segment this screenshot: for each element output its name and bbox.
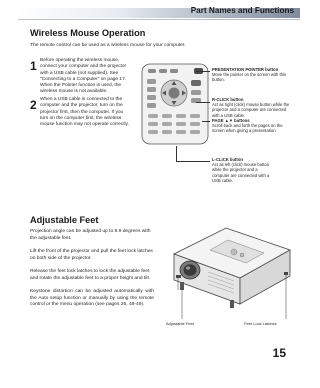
remote-control-illustration [140,62,210,146]
callout-text: Scroll back and forth the pages on the screen when giving a presentation. [212,123,283,134]
section-title-feet: Adjustable Feet [30,215,99,225]
step-2-number: 2 [30,98,37,112]
lclick-leader-h [176,161,210,162]
callout-text: Act as left (click) mouse button while the projector and a computer are connected with a USB cable. [212,162,270,183]
lclick-leader-v [176,146,177,161]
header-title: Part Names and Functions [190,6,294,15]
step-1-number: 1 [30,59,37,73]
header-rule [18,19,300,20]
callout-title: R-CLICK button [212,97,244,102]
feet-paragraph-4: Keystone distortion can be adjusted automatically with the Auto setup function or manually by using the remote control or the menu operation (see pages 26, 48-49). [30,289,154,308]
callout-l-click [212,157,274,183]
callout-presentation-pointer [212,67,294,83]
callout-text: Move the pointer on the screen with this button. [212,72,287,83]
rclick-leader [196,102,210,103]
page-number: 15 [272,346,286,360]
feet-paragraph-3: Release the feet lock latches to lock the adjustable feet and rotate the adjustable feet to a proper height and tilt. [30,269,151,281]
page-leader [202,121,210,122]
projector-illustration [168,220,294,330]
wireless-intro: The remote control can be used as a wireless mouse for your computer. [30,43,186,48]
callout-r-click [212,97,294,118]
callout-title: PRESENTATION POINTER button [212,67,279,72]
label-feet-lock-latches: Feet Lock Latches [244,321,277,326]
feet-paragraph-2: Lift the front of the projector and pull the feet lock latches on both side of the projector. [30,249,153,261]
callout-title: L-CLICK button [212,157,243,162]
section-title-wireless: Wireless Mouse Operation [30,28,146,38]
callout-title: PAGE ▲▼ buttons [212,118,250,123]
callout-text: Act as right (click) mouse button while the projector and a computer are connected with a USB cable. [212,102,290,118]
callout-page-buttons [212,118,294,134]
label-adjustable-feet: Adjustable Feet [166,321,194,326]
step-2-text: When a USB cable is connected to the computer and the projector, turn on the projector first, then the computer. If you turn on the computer first, the wireless mouse function may not operate correctly. [40,97,129,128]
feet-paragraph-1: Projection angle can be adjusted up to 8.9 degrees with the adjustable feet. [30,229,151,241]
pointer-leader [196,71,210,72]
step-1-text: Before operating the wireless mouse, connect your computer and the projector with a USB cable (not supplied). See "Connecting to a Computer" on page 17. When the Pointer function is used, the wireless mouse is not available. [40,58,127,95]
